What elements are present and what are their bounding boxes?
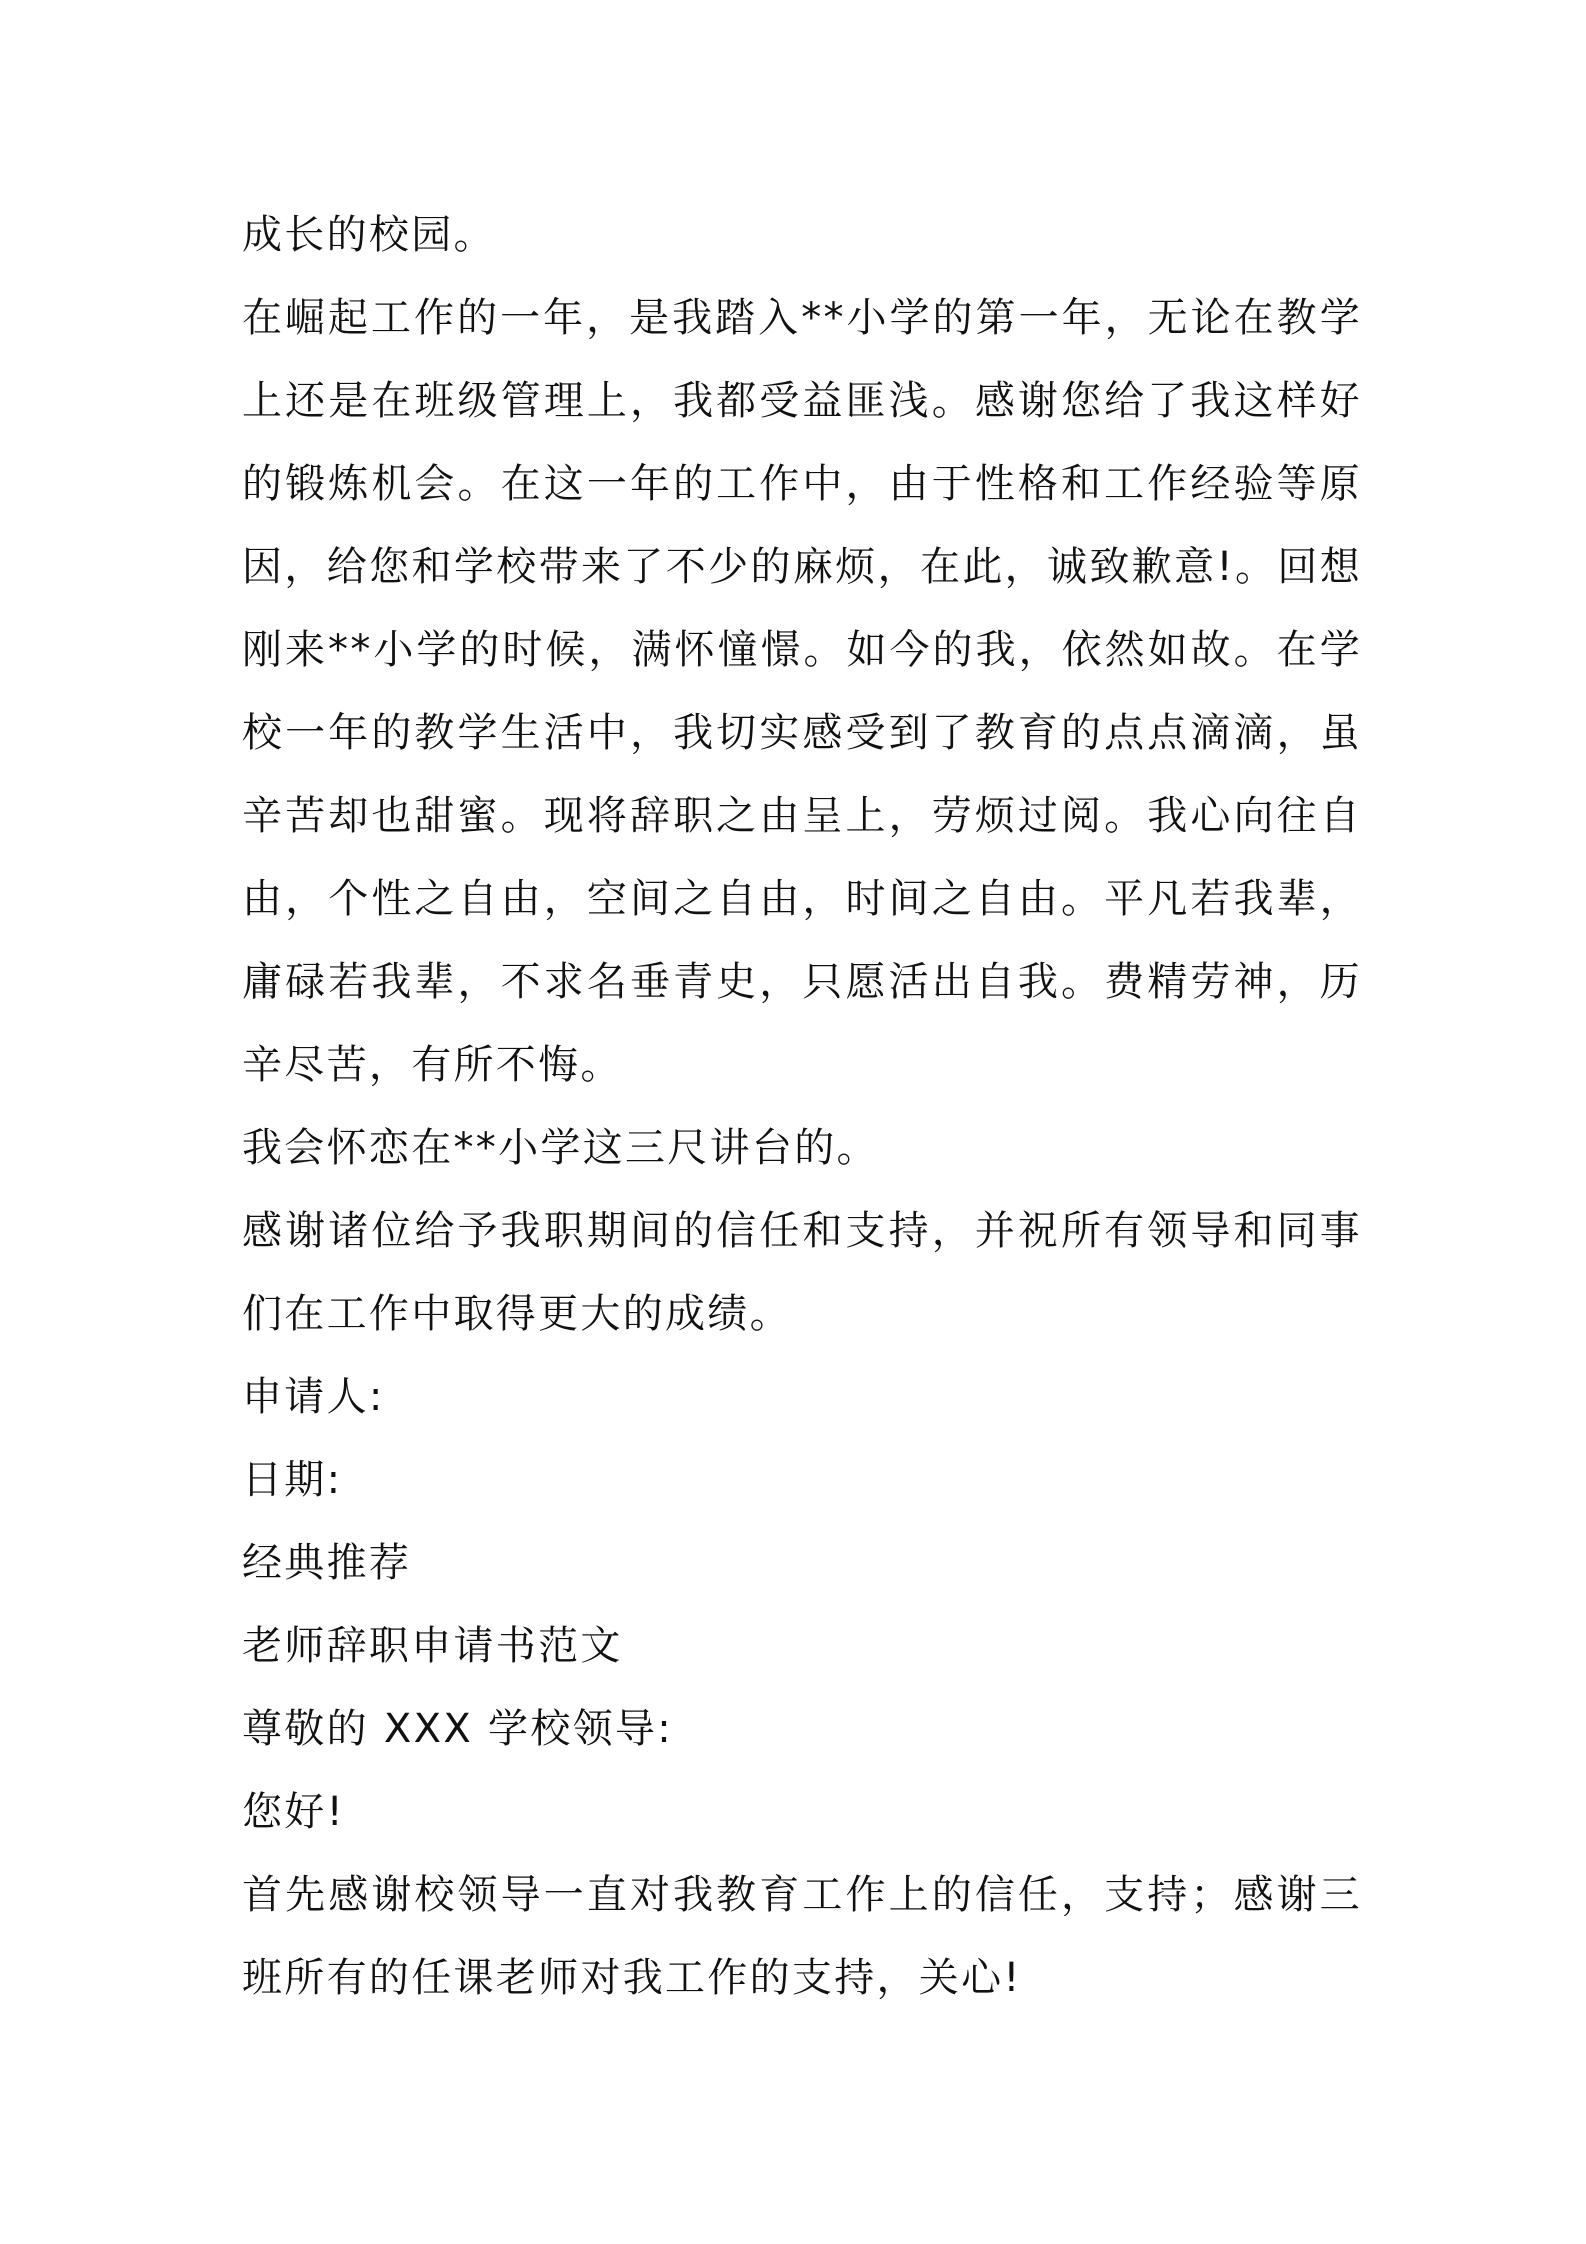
paragraph-continuation: 成长的校园。 — [242, 212, 496, 258]
paragraph-nostalgia: 我会怀恋在**小学这三尺讲台的。 — [242, 1125, 879, 1171]
date-label: 日期: — [242, 1457, 343, 1503]
applicant-label: 申请人: — [242, 1374, 385, 1420]
salutation: 尊敬的 XXX 学校领导: — [242, 1706, 674, 1752]
paragraph-gratitude: 首先感谢校领导一直对我教育工作上的信任，支持；感谢三班所有的任课老师对我工作的支持，关心! — [242, 1872, 1362, 2001]
paragraph-thanks: 感谢诸位给予我职期间的信任和支持，并祝所有领导和同事们在工作中取得更大的成绩。 — [242, 1208, 1362, 1337]
section-heading-recommend: 经典推荐 — [242, 1540, 412, 1586]
paragraph-first-year: 在崛起工作的一年，是我踏入**小学的第一年，无论在教学上还是在班级管理上，我都受益匪浅。感谢您给了我这样好的锻炼机会。在这一年的工作中，由于性格和工作经验等原因，给您和学校带来了不少的麻烦，在此，诚致歉意!。回想刚来**小学的时候，满怀憧憬。如今的我，依然如故。在学校一年的教学生活中，我切实感受到了教育的点点滴滴，虽辛苦却也甜蜜。现将辞职之由呈上，劳烦过阅。我心向往自由，个性之自由，空间之自由，时间之自由。平凡若我辈，庸碌若我辈，不求名垂青史，只愿活出自我。费精劳神，历辛尽苦，有所不悔。 — [242, 295, 1362, 1088]
greeting: 您好! — [242, 1789, 345, 1835]
document-body — [242, 194, 1362, 2020]
sample-title: 老师辞职申请书范文 — [242, 1623, 623, 1669]
